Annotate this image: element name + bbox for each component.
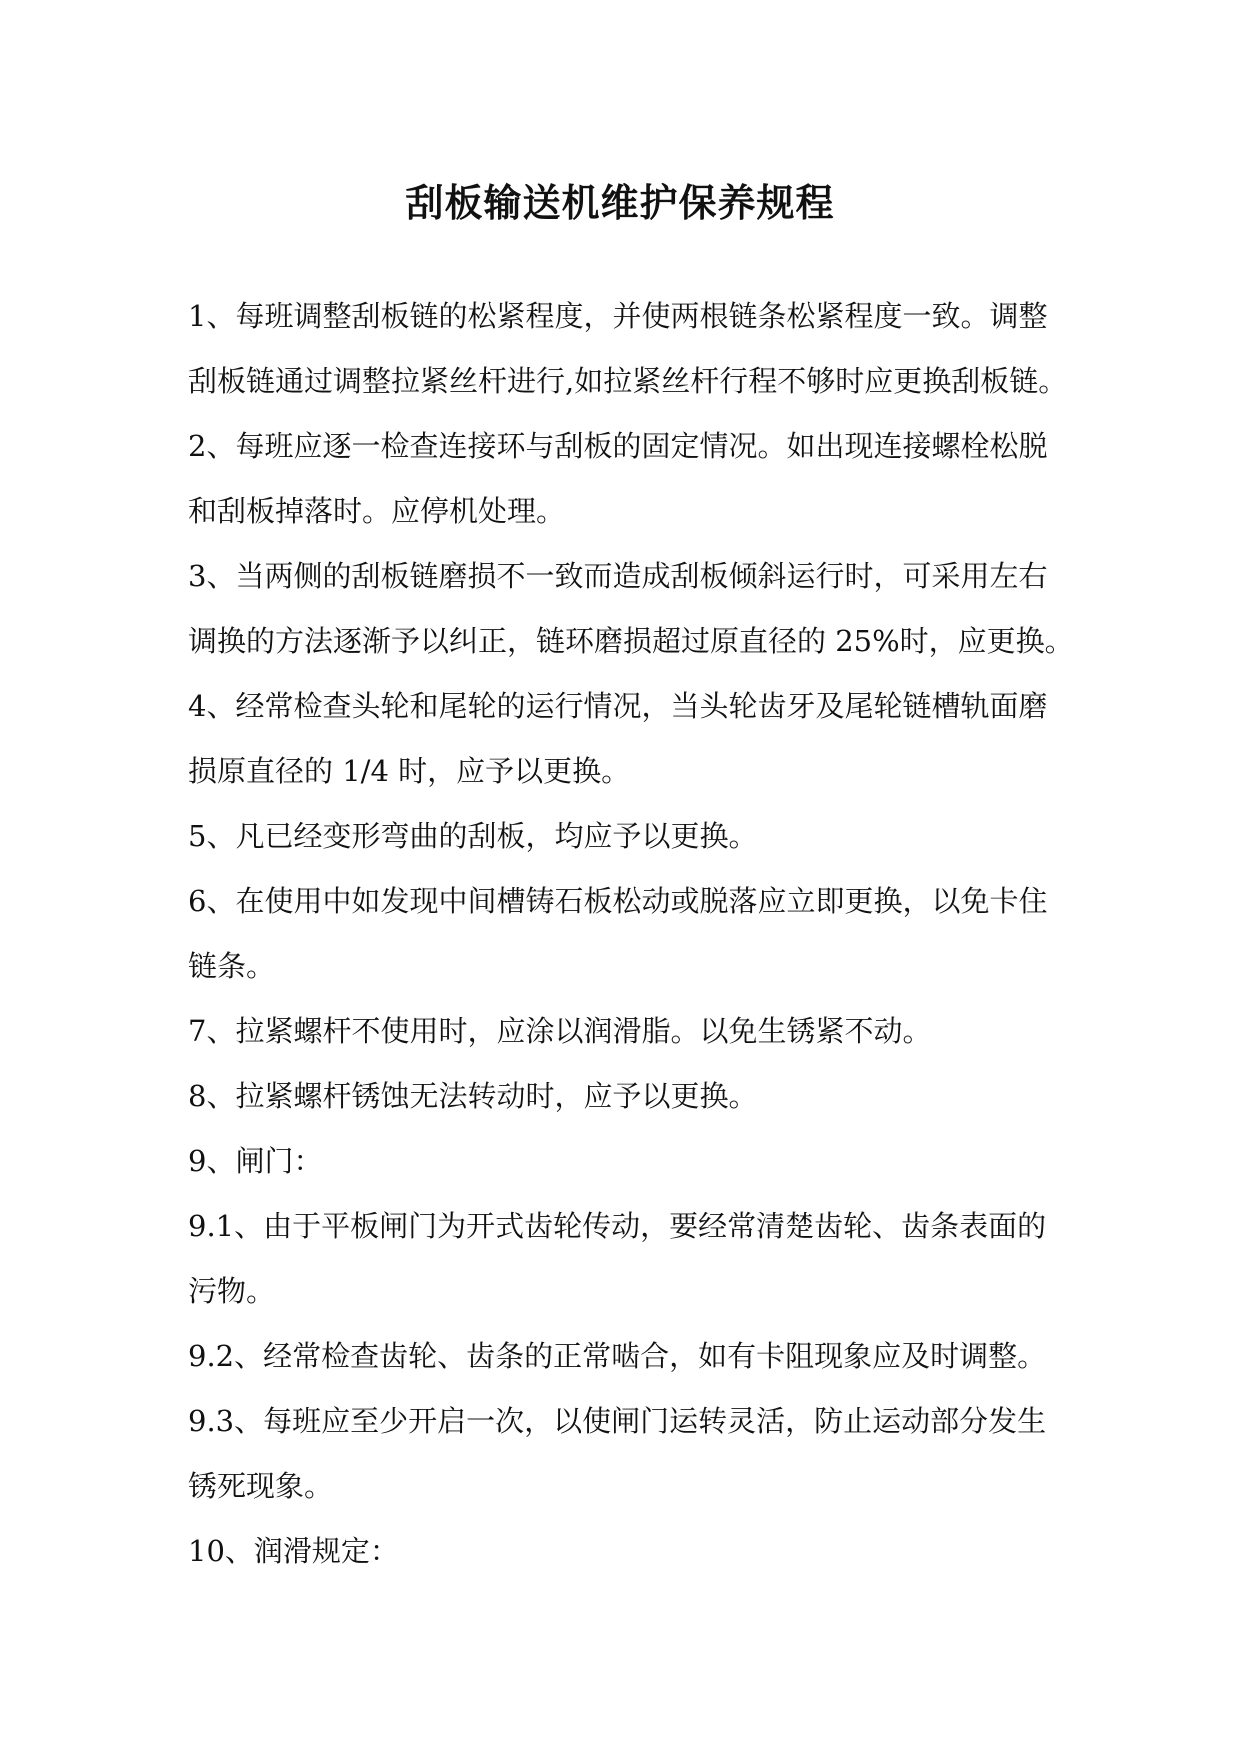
document-line: 9.3、每班应至少开启一次，以使闸门运转灵活，防止运动部分发生 bbox=[188, 1404, 1047, 1438]
document-line: 9.1、由于平板闸门为开式齿轮传动，要经常清楚齿轮、齿条表面的 bbox=[188, 1209, 1047, 1243]
document-line: 损原直径的 1/4 时，应予以更换。 bbox=[188, 754, 631, 788]
document-line: 调换的方法逐渐予以纠正，链环磨损超过原直径的 25%时，应更换。 bbox=[188, 624, 1074, 658]
document-line: 9.2、经常检查齿轮、齿条的正常啮合，如有卡阻现象应及时调整。 bbox=[188, 1339, 1047, 1373]
document-line: 10、润滑规定： bbox=[188, 1534, 399, 1568]
document-line: 8、拉紧螺杆锈蚀无法转动时，应予以更换。 bbox=[188, 1079, 758, 1113]
document-line: 2、每班应逐一检查连接环与刮板的固定情况。如出现连接螺栓松脱 bbox=[188, 429, 1048, 463]
document-line: 污物。 bbox=[188, 1274, 276, 1308]
document-title: 刮板输送机维护保养规程 bbox=[405, 180, 835, 226]
document-line: 链条。 bbox=[188, 949, 276, 983]
document-line: 5、凡已经变形弯曲的刮板，均应予以更换。 bbox=[188, 819, 758, 853]
document-line: 9、闸门： bbox=[188, 1144, 323, 1178]
document-line: 6、在使用中如发现中间槽铸石板松动或脱落应立即更换，以免卡住 bbox=[188, 884, 1048, 918]
document-line: 刮板链通过调整拉紧丝杆进行,如拉紧丝杆行程不够时应更换刮板链。 bbox=[188, 364, 1068, 398]
document-line: 和刮板掉落时。应停机处理。 bbox=[188, 494, 566, 528]
document-line: 7、拉紧螺杆不使用时，应涂以润滑脂。以免生锈紧不动。 bbox=[188, 1014, 932, 1048]
document-body bbox=[188, 284, 1074, 1584]
document-line: 4、经常检查头轮和尾轮的运行情况，当头轮齿牙及尾轮链槽轨面磨 bbox=[188, 689, 1048, 723]
document-line: 1、每班调整刮板链的松紧程度，并使两根链条松紧程度一致。调整 bbox=[188, 299, 1048, 333]
document-line: 锈死现象。 bbox=[188, 1469, 334, 1503]
document-line: 3、当两侧的刮板链磨损不一致而造成刮板倾斜运行时，可采用左右 bbox=[188, 559, 1048, 593]
